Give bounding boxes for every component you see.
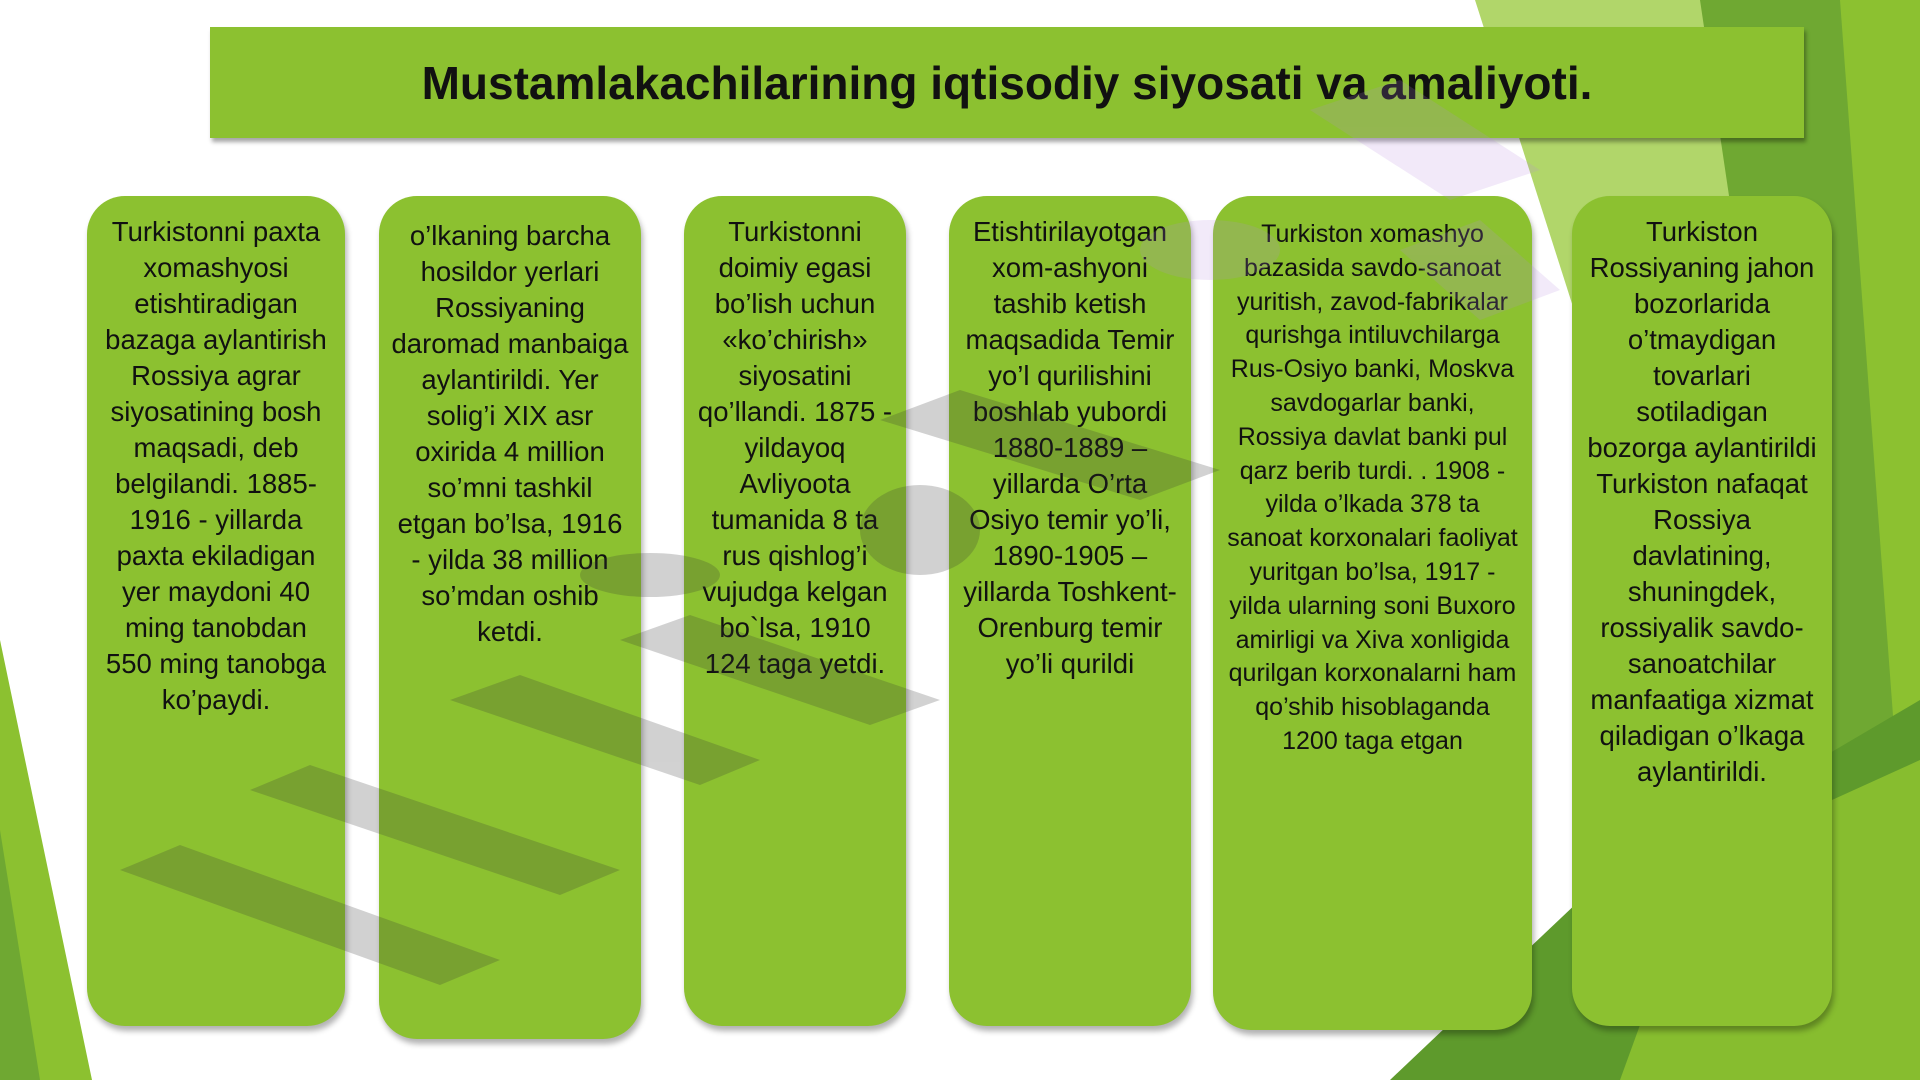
info-card-text: Turkiston Rossiyaning jahon bozorlarida o’tmaydigan tovarlari sotiladigan bozorga aylantirildi Turkiston nafaqat Rossiya davlatining, shuningdek, rossiyalik savdo-sanoatchilar manfaatiga xizmat qiladigan o’lkaga aylantirildi.	[1587, 216, 1817, 787]
info-card-markets	[1572, 196, 1832, 1026]
info-card-text: Turkistonni doimiy egasi bo’lish uchun «ko’chirish» siyosatini qo’llandi. 1875 - yildayoq Avliyoota tumanida 8 ta rus qishlog’i vujudga kelgan bo`lsa, 1910 124 taga yetdi.	[697, 216, 893, 679]
info-card-cotton	[87, 196, 345, 1026]
title-banner	[210, 27, 1804, 138]
info-card-land-tax	[379, 196, 641, 1039]
info-card-text: Turkistonni paxta xomashyosi etishtiradigan bazaga aylantirish Rossiya agrar siyosatining bosh maqsadi, deb belgilandi. 1885-1916 - yillarda paxta ekiladigan yer maydoni 40 ming tanobdan 550 ming tanobga ko’paydi.	[105, 216, 327, 715]
info-card-industry	[1213, 196, 1532, 1030]
info-card-railways	[949, 196, 1191, 1026]
info-card-text: Turkiston xomashyo bazasida savdo-sanoat yuritish, zavod-fabrikalar qurishga intiluvchilarga Rus-Osiyo banki, Moskva savdogarlar banki, Rossiya davlat banki pul qarz berib turdi. . 1908 - yilda o’lkada 378 ta sanoat korxonalari faoliyat yuritgan bo’lsa, 1917 - yilda ularning soni Buxoro amirligi va Xiva xonligida qurilgan korxonalarni ham qo’shib hisoblaganda 1200 taga etgan	[1227, 220, 1518, 755]
page-title: Mustamlakachilarining iqtisodiy siyosati va amaliyoti.	[421, 56, 1593, 109]
info-card-text: o’lkaning barcha hosildor yerlari Rossiyaning daromad manbaiga aylantirildi. Yer solig’i XIX asr oxirida 4 million so’mni tashkil etgan bo’lsa, 1916 - yilda 38 million so’mdan oshib ketdi.	[391, 220, 629, 647]
info-card-text: Etishtirilayotgan xom-ashyoni tashib ketish maqsadida Temir yo’l qurilishini boshlab yubordi 1880-1889 – yillarda O’rta Osiyo temir yo’li, 1890-1905 – yillarda Toshkent-Orenburg temir yo’li qurildi	[963, 216, 1177, 679]
info-card-resettlement	[684, 196, 906, 1026]
